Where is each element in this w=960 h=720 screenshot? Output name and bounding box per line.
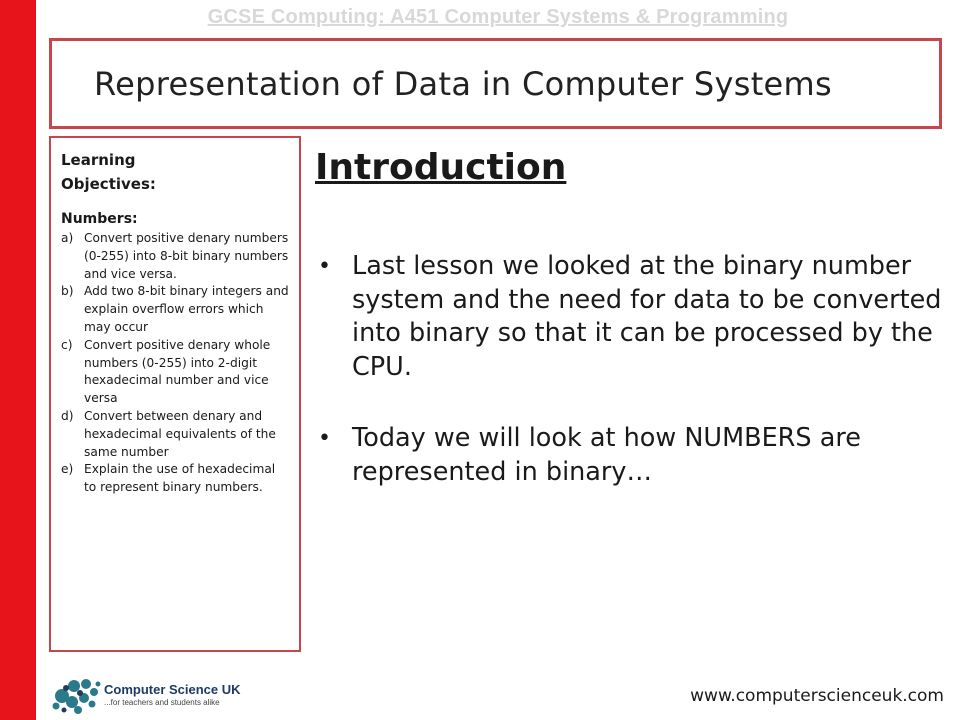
objective-text: Convert between denary and hexadecimal equivalents of the same number <box>84 408 276 459</box>
objective-text: Convert positive denary whole numbers (0-255) into 2-digit hexadecimal number and vice versa <box>84 337 271 406</box>
objective-marker: b) <box>61 284 74 299</box>
course-header: GCSE Computing: A451 Computer Systems & Programming <box>207 6 789 28</box>
learning-objectives-panel <box>49 136 301 652</box>
objective-marker: a) <box>61 231 74 245</box>
left-accent-bar <box>0 0 36 720</box>
logo-text <box>104 683 241 709</box>
objective-item <box>61 461 289 497</box>
objective-item <box>61 337 289 408</box>
objective-marker: c) <box>61 337 73 352</box>
bullet-icon: • <box>318 426 331 451</box>
bullet-text: Today we will look at how NUMBERS are represented in binary… <box>352 423 861 487</box>
bullet-text: Last lesson we looked at the binary number system and the need for data to be converted into binary so that it can be processed by the CPU. <box>352 251 942 382</box>
logo-tagline: ...for teachers and students alike <box>104 698 220 707</box>
slide-title: Representation of Data in Computer Systems <box>94 64 832 103</box>
objective-text: Explain the use of hexadecimal to represent binary numbers. <box>84 462 276 495</box>
bullet-list <box>316 250 946 489</box>
objectives-list <box>61 230 289 497</box>
objective-text: Add two 8-bit binary integers and explain overflow errors which may occur <box>84 284 289 334</box>
objective-marker: e) <box>61 462 74 477</box>
bullet-icon: • <box>318 254 331 279</box>
bullet-item <box>316 250 946 384</box>
bullet-item <box>316 422 946 489</box>
objective-item <box>61 408 289 461</box>
section-heading: Introduction <box>315 147 567 188</box>
objective-item <box>61 283 289 336</box>
objective-item <box>61 230 289 283</box>
objectives-heading: Learning Objectives: <box>61 151 156 193</box>
website-link[interactable]: www.computerscienceuk.com <box>690 686 944 706</box>
logo-name: Computer Science UK <box>104 682 241 697</box>
objective-marker: d) <box>61 408 74 423</box>
objectives-subheading: Numbers: <box>61 211 138 227</box>
title-box <box>49 38 942 129</box>
objective-text: Convert positive denary numbers (0-255) into 8-bit binary numbers and vice versa. <box>84 231 289 281</box>
